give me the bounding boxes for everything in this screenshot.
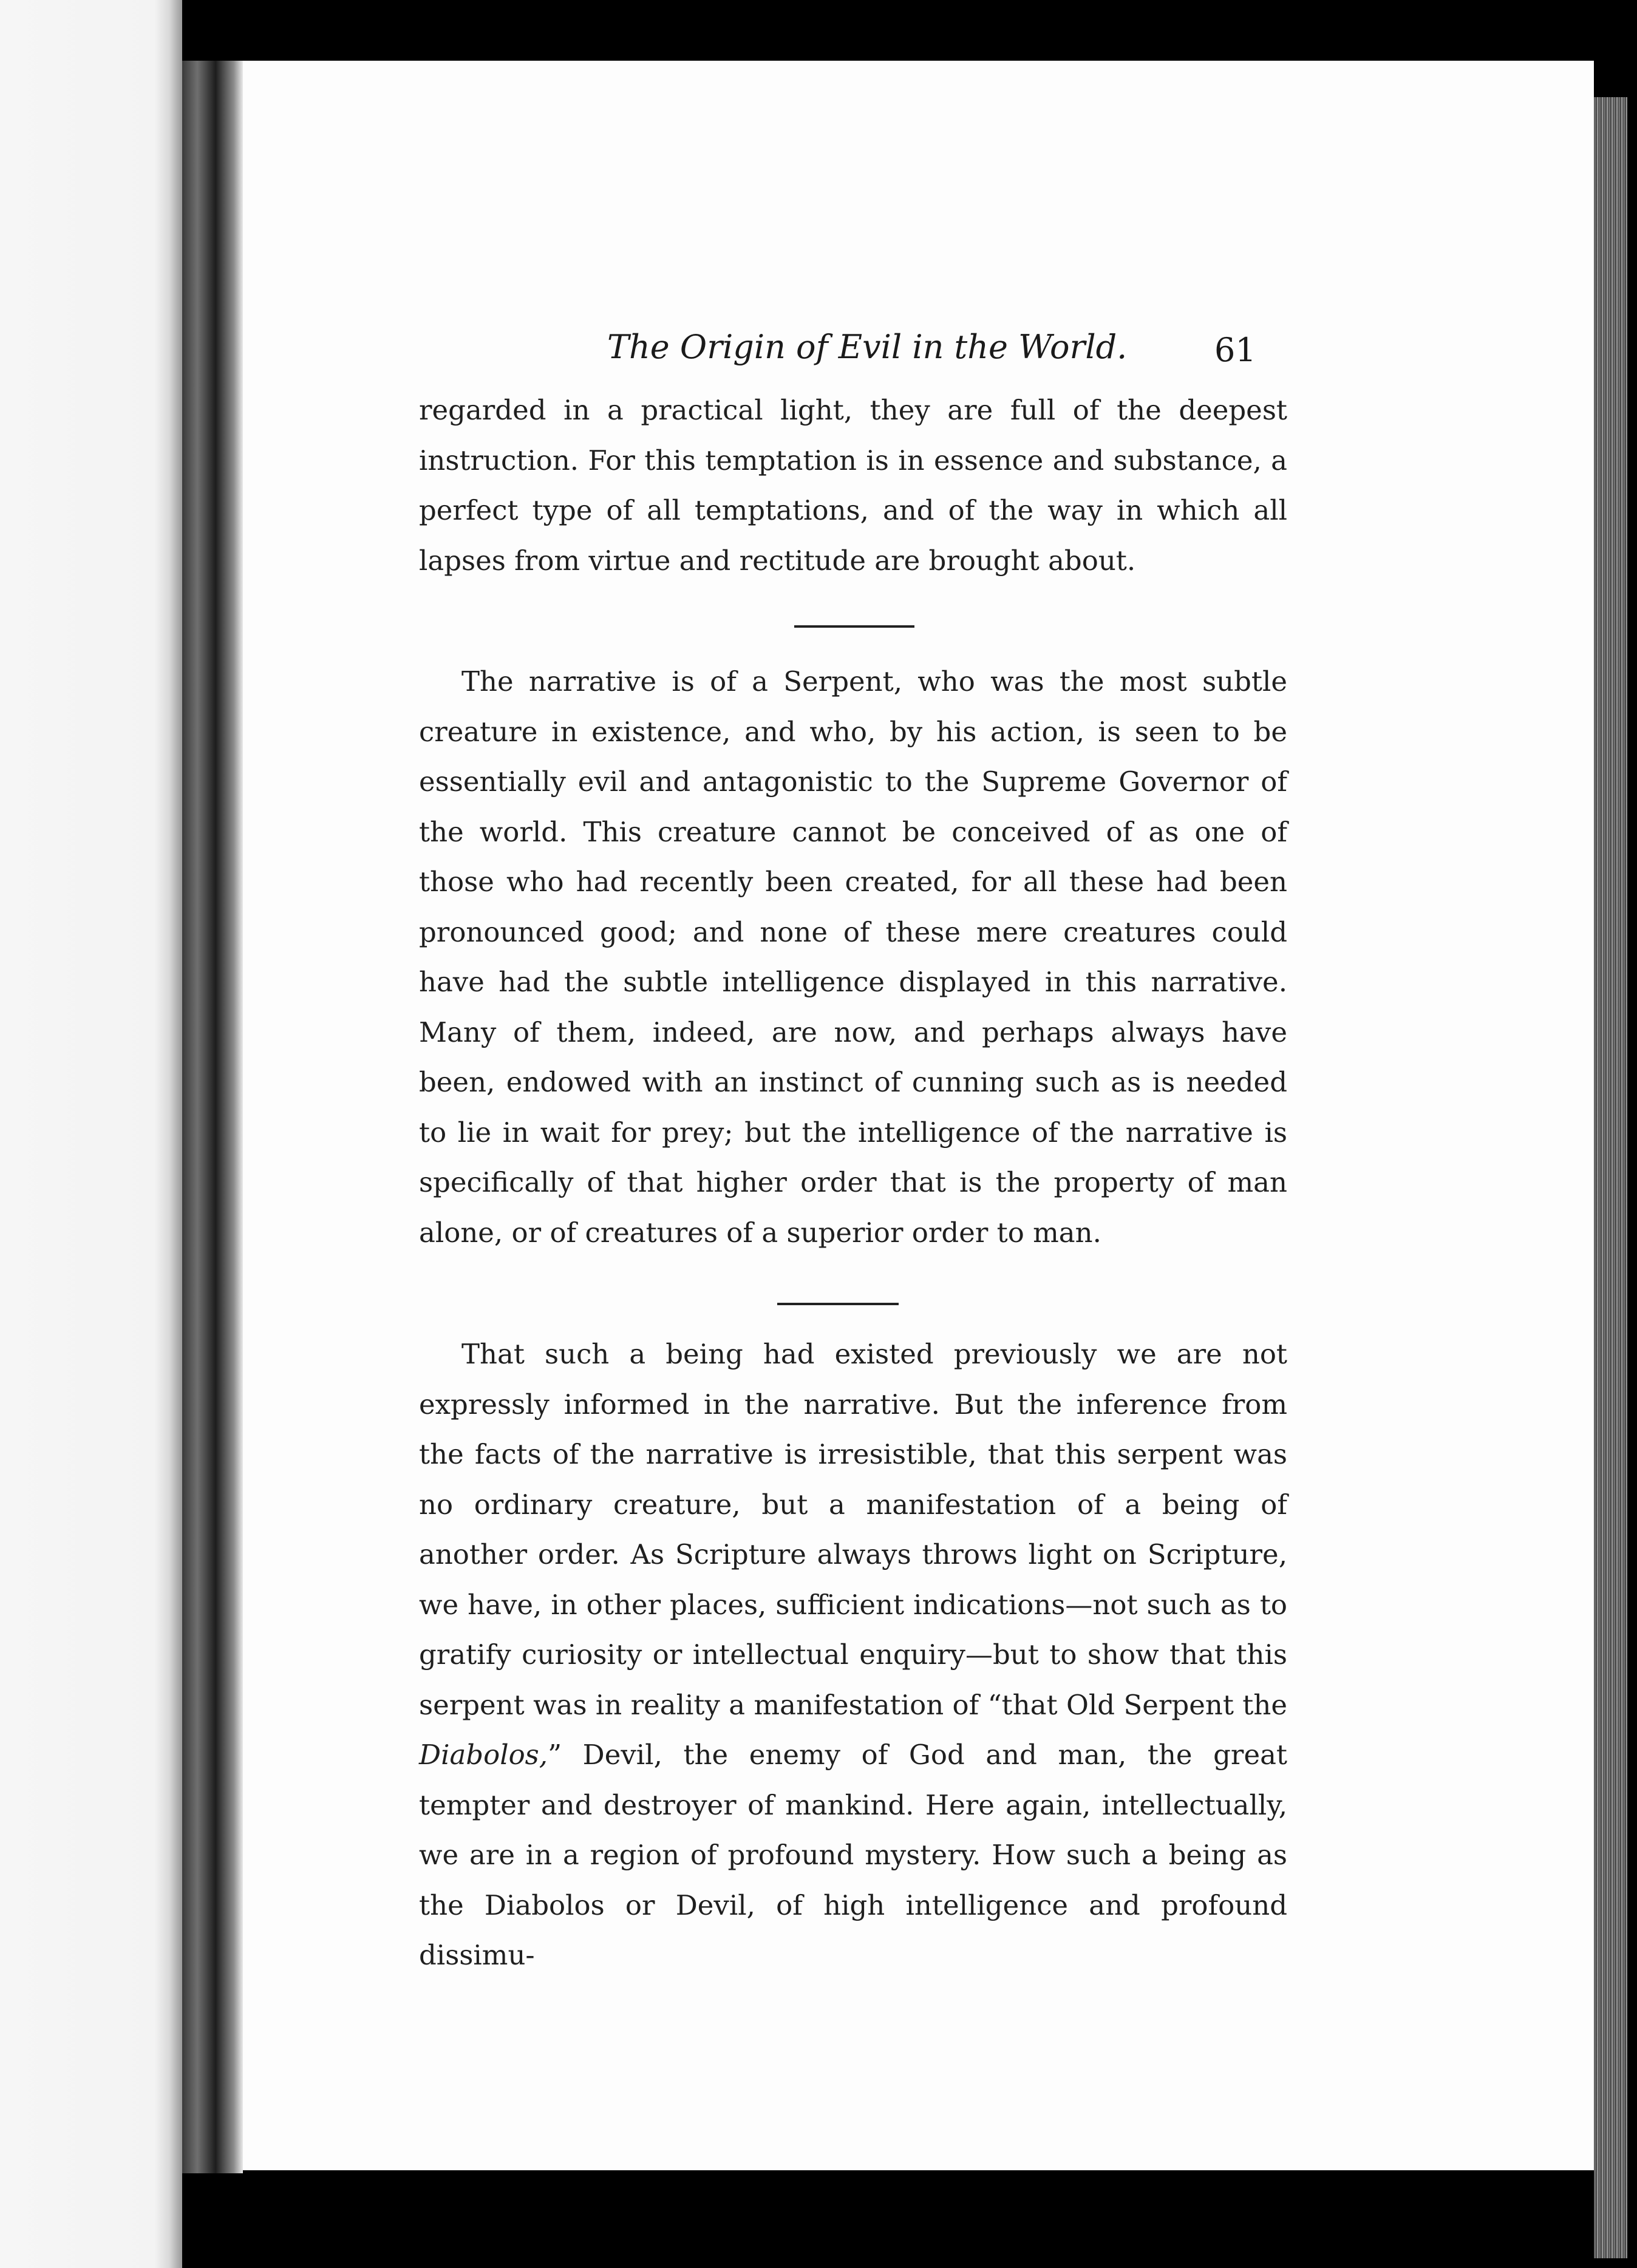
- book-gutter: [182, 61, 243, 2173]
- running-head: The Origin of Evil in the World.: [607, 328, 1128, 366]
- paragraph-3-italic-term: Diabolos,: [419, 1739, 548, 1771]
- paragraph-2: [419, 657, 1287, 1258]
- paragraph-1-text: regarded in a practical light, they are full of the deepest instruction. For this temptation is in essence and substance, a perfect type of all temptations, and of the way in which all lapses from virtue and rectitude are brought about.: [419, 394, 1287, 577]
- paragraph-3-text: [419, 1329, 1287, 1981]
- page-number: 61: [1214, 331, 1256, 369]
- paragraph-3: [419, 1329, 1287, 1981]
- paragraph-2-text: The narrative is of a Serpent, who was the most subtle creature in existence, and who, by his action, is seen to be essentially evil and antagonistic to the Supreme Governor of the world. This creature cannot be conceived of as one of those who had recently been created, for all these had been pronounced good; and none of these mere creatures could have had the subtle intelligence displayed in this narrative. Many of them, indeed, are now, and perhaps always have been, endowed with an instinct of cunning such as is needed to lie in wait for prey; but the intelligence of the narrative is specifically of that higher order that is the property of man alone, or of creatures of a superior order to man.: [419, 665, 1287, 1249]
- paragraph-1: [419, 385, 1287, 586]
- page-stack-edge: [1594, 97, 1627, 2258]
- section-divider: [777, 1303, 899, 1305]
- facing-page-edge: [0, 0, 182, 2268]
- section-divider: [794, 625, 914, 628]
- paragraph-3-text-end: ” Devil, the enemy of God and man, the great tempter and destroyer of mankind. Here again, intellectually, we are in a region of profound mystery. How such a being as the Diabolos or Devil, of high intelligence and profound dissimu-: [419, 1739, 1287, 1971]
- paragraph-3-text-start: That such a being had existed previously we are not expressly informed in the narrative. But the inference from the facts of the narrative is irresistible, that this serpent was no ordinary creature, but a manifestation of a being of another order. As Scripture always throws light on Scripture, we have, in other places, sufficient indications—not such as to gratify curiosity or intellectual enquiry—but to show that this serpent was in reality a manifestation of “that Old Serpent the: [419, 1338, 1287, 1721]
